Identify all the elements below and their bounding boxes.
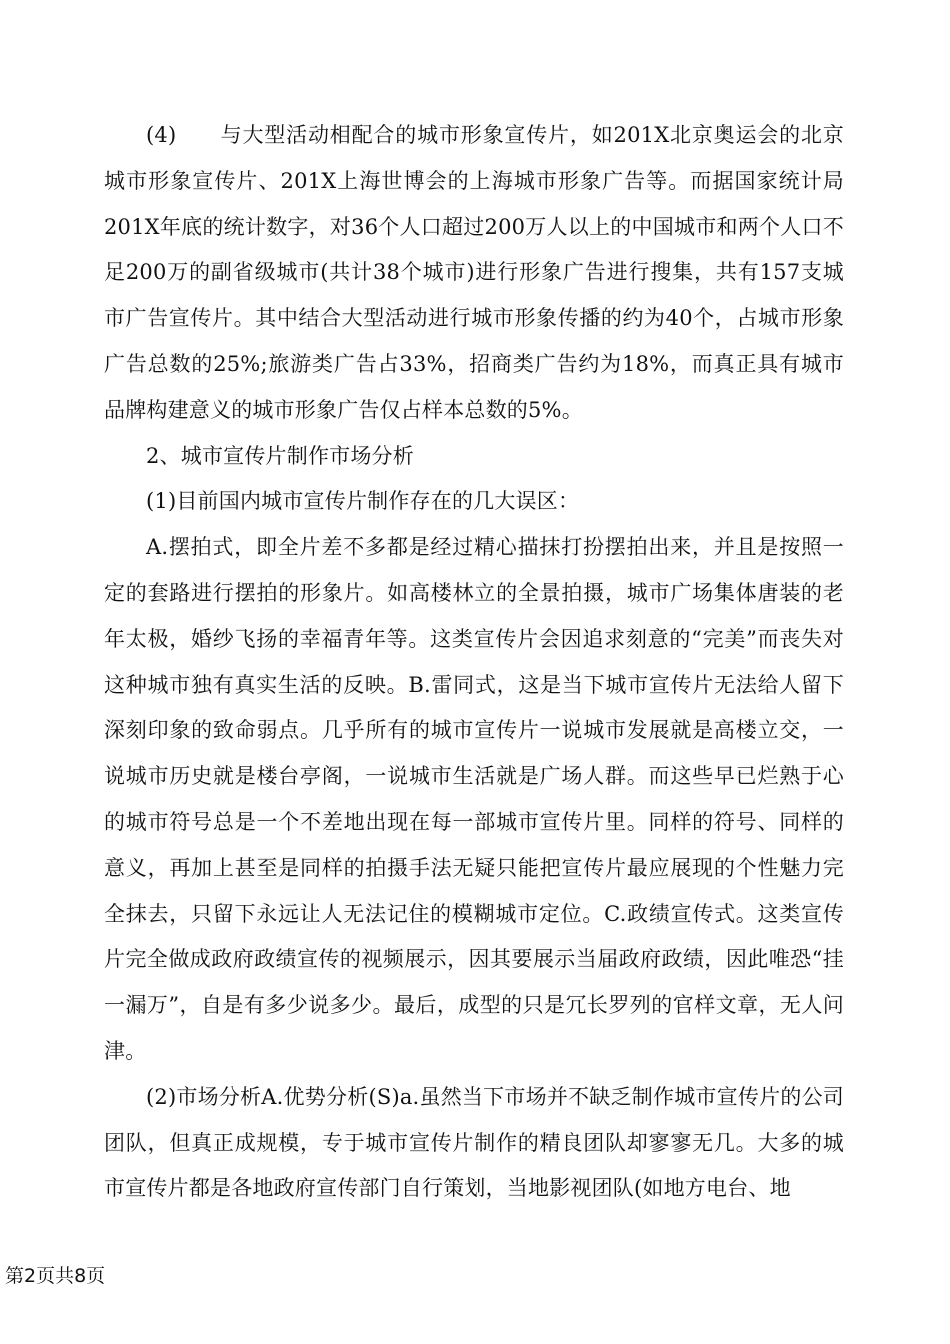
paragraph-city-image-events: (4) 与大型活动相配合的城市形象宣传片，如201X北京奥运会的北京城市形象宣传片、201X上海世博会的上海城市形象广告等。而据国家统计局201X年底的统计数字，对36个人口超过200万人以上的中国城市和两个人口不足200万的副省级城市(共计38个城市)进行形象广告进行搜集，共有157支城市广告宣传片。其中结合大型活动进行城市形象传播的约为40个，占城市形象广告总数的25%;旅游类广告占33%，招商类广告约为18%，而真正具有城市品牌构建意义的城市形象广告仅占样本总数的5%。 [104, 123, 844, 422]
section-heading-market-analysis: 2、城市宣传片制作市场分析 [146, 443, 414, 468]
paragraph-misconceptions-detail: A.摆拍式，即全片差不多都是经过精心描抹打扮摆拍出来，并且是按照一定的套路进行摆拍的形象片。如高楼林立的全景拍摄，城市广场集体唐装的老年太极，婚纱飞扬的幸福青年等。这类宣传片会因追求刻意的“完美”而丧失对这种城市独有真实生活的反映。B.雷同式，这是当下城市宣传片无法给人留下深刻印象的致命弱点。几乎所有的城市宣传片一说城市发展就是高楼立交，一说城市历史就是楼台亭阁，一说城市生活就是广场人群。而这些早已烂熟于心的城市符号总是一个不差地出现在每一部城市宣传片里。同样的符号、同样的意义，再加上甚至是同样的拍摄手法无疑只能把宣传片最应展现的个性魅力完全抹去，只留下永远让人无法记住的模糊城市定位。C.政绩宣传式。这类宣传片完全做成政府政绩宣传的视频展示，因其要展示当届政府政绩，因此唯恐“挂一漏万”，自是有多少说多少。最后，成型的只是冗长罗列的官样文章，无人问津。 [104, 535, 844, 1063]
document-body [104, 113, 844, 1212]
page-number-footer: 第2页共8页 [5, 1265, 106, 1287]
paragraph-market-analysis-strengths: (2)市场分析A.优势分析(S)a.虽然当下市场并不缺乏制作城市宣传片的公司团队，但真正成规模，专于城市宣传片制作的精良团队却寥寥无几。大多的城市宣传片都是各地政府宣传部门自行策划，当地影视团队(如地方电台、地 [104, 1084, 844, 1201]
subheading-misconceptions: (1)目前国内城市宣传片制作存在的几大误区： [146, 489, 580, 514]
